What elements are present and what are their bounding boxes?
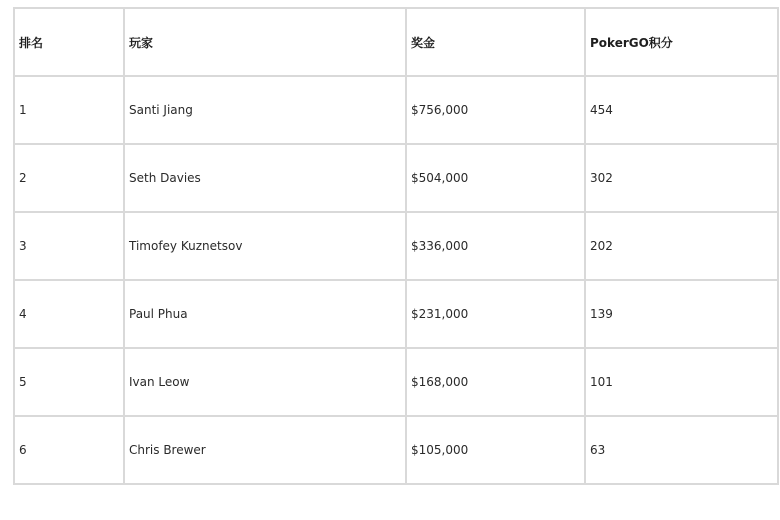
header-prize: 奖金 [406,8,585,76]
table-header-row [14,8,778,76]
points-cell: 101 [585,348,778,416]
points-cell: 454 [585,76,778,144]
player-cell: Paul Phua [124,280,406,348]
rank-cell: 2 [14,144,124,212]
header-player: 玩家 [124,8,406,76]
table-row [14,144,778,212]
points-cell: 139 [585,280,778,348]
player-cell: Seth Davies [124,144,406,212]
table-row [14,348,778,416]
player-cell: Timofey Kuznetsov [124,212,406,280]
prize-cell: $231,000 [406,280,585,348]
header-points: PokerGO积分 [585,8,778,76]
table-row [14,76,778,144]
table-row [14,416,778,484]
points-cell: 302 [585,144,778,212]
rank-cell: 4 [14,280,124,348]
table-row [14,280,778,348]
rank-cell: 6 [14,416,124,484]
player-cell: Santi Jiang [124,76,406,144]
prize-cell: $168,000 [406,348,585,416]
prize-cell: $105,000 [406,416,585,484]
rank-cell: 3 [14,212,124,280]
rank-cell: 5 [14,348,124,416]
points-cell: 63 [585,416,778,484]
prize-cell: $756,000 [406,76,585,144]
header-rank: 排名 [14,8,124,76]
table-row [14,212,778,280]
results-table [13,7,779,485]
points-cell: 202 [585,212,778,280]
player-cell: Chris Brewer [124,416,406,484]
player-cell: Ivan Leow [124,348,406,416]
prize-cell: $336,000 [406,212,585,280]
prize-cell: $504,000 [406,144,585,212]
rank-cell: 1 [14,76,124,144]
